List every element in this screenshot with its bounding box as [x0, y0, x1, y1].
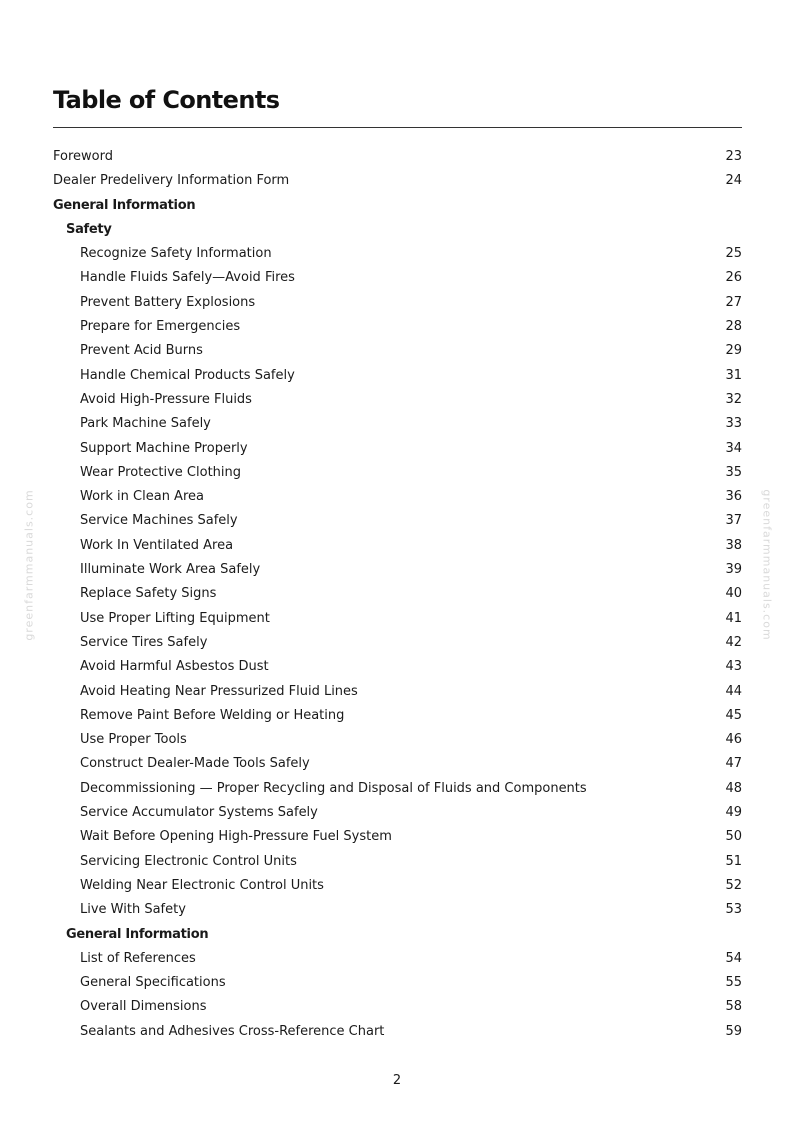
toc-entry-label: Dealer Predelivery Information Form	[53, 173, 290, 189]
toc-entry-label: Work In Ventilated Area	[80, 537, 234, 553]
toc-entry-label: General Information	[66, 926, 209, 942]
toc-entry-page: 27	[725, 294, 742, 310]
toc-entry[interactable]	[53, 801, 742, 825]
toc-entry[interactable]	[53, 995, 742, 1019]
toc-entry-label: Avoid Heating Near Pressurized Fluid Lines	[80, 683, 358, 699]
toc-entry-label: Handle Fluids Safely—Avoid Fires	[80, 270, 295, 286]
toc-entry-page: 54	[725, 950, 742, 966]
toc-entry[interactable]	[53, 631, 742, 655]
toc-entry-label: Decommissioning — Proper Recycling and Disposal of Fluids and Components	[80, 780, 587, 796]
toc-entry[interactable]	[53, 680, 742, 704]
toc-entry-label: Handle Chemical Products Safely	[80, 367, 295, 383]
toc-entry-label: Prevent Acid Burns	[80, 343, 203, 359]
toc-entry-page: 48	[725, 780, 742, 796]
page-number: 2	[392, 1073, 402, 1088]
toc-entry-page: 44	[725, 683, 742, 699]
toc-entry-page: 26	[725, 270, 742, 286]
toc-entry-label: Service Machines Safely	[80, 513, 238, 529]
toc-entry-page: 23	[725, 149, 742, 164]
toc-entry-label: Live With Safety	[80, 902, 186, 918]
toc-entry-page: 35	[725, 464, 742, 480]
toc-entry[interactable]	[53, 582, 742, 606]
toc-entry[interactable]	[53, 947, 742, 971]
toc-entry-page: 45	[725, 707, 742, 723]
toc-entry-page: 47	[725, 756, 742, 772]
toc-entry[interactable]	[53, 412, 742, 436]
page-title: Table of Contents	[53, 86, 280, 114]
toc-entry-label: Recognize Safety Information	[80, 246, 272, 262]
toc-entry-page: 50	[725, 829, 742, 845]
toc-entry[interactable]	[53, 704, 742, 728]
toc-entry-label: Servicing Electronic Control Units	[80, 853, 297, 869]
toc-entry[interactable]	[53, 777, 742, 801]
toc-entry[interactable]	[53, 461, 742, 485]
toc-entry-page: 36	[725, 489, 742, 505]
toc-entry-page: 41	[725, 610, 742, 626]
toc-entry-label: Support Machine Properly	[80, 440, 248, 456]
toc-entry-label: Prevent Battery Explosions	[80, 294, 256, 310]
toc-entry[interactable]	[53, 752, 742, 776]
toc-list	[53, 145, 742, 1044]
toc-entry-label: Service Tires Safely	[80, 634, 208, 650]
watermark-left: greenfarmmanuals.com	[22, 489, 36, 641]
toc-entry[interactable]	[53, 145, 742, 169]
title-divider	[53, 127, 742, 128]
toc-entry[interactable]	[53, 437, 742, 461]
watermark-right: greenfarmmanuals.com	[760, 489, 774, 641]
toc-entry[interactable]	[53, 388, 742, 412]
toc-entry-page: 49	[725, 805, 742, 821]
toc-entry[interactable]	[53, 898, 742, 922]
toc-entry-label: Use Proper Lifting Equipment	[80, 610, 270, 626]
toc-entry-page: 25	[725, 246, 742, 262]
toc-entry-page: 28	[725, 319, 742, 335]
toc-entry-label: Wait Before Opening High-Pressure Fuel System	[80, 829, 392, 845]
toc-entry[interactable]	[53, 825, 742, 849]
toc-entry[interactable]	[53, 655, 742, 679]
toc-section-heading	[53, 218, 742, 242]
toc-entry-label: Welding Near Electronic Control Units	[80, 877, 324, 893]
toc-entry-page: 33	[725, 416, 742, 432]
toc-entry[interactable]	[53, 169, 742, 193]
toc-entry-page: 34	[725, 440, 742, 456]
toc-entry[interactable]	[53, 485, 742, 509]
toc-entry[interactable]	[53, 1020, 742, 1044]
toc-entry[interactable]	[53, 509, 742, 533]
toc-entry-label: Use Proper Tools	[80, 732, 187, 748]
toc-entry-label: General Information	[53, 197, 196, 213]
toc-entry[interactable]	[53, 364, 742, 388]
toc-entry-label: Wear Protective Clothing	[80, 464, 242, 480]
toc-entry-label: Illuminate Work Area Safely	[80, 562, 261, 578]
toc-entry-label: Construct Dealer-Made Tools Safely	[80, 756, 310, 772]
toc-entry-label: Work in Clean Area	[80, 489, 204, 505]
toc-entry-page: 58	[725, 999, 742, 1015]
toc-entry[interactable]	[53, 534, 742, 558]
toc-entry-page: 40	[725, 586, 742, 602]
toc-entry[interactable]	[53, 850, 742, 874]
toc-entry[interactable]	[53, 242, 742, 266]
toc-entry-page: 46	[725, 732, 742, 748]
toc-entry[interactable]	[53, 291, 742, 315]
toc-entry-page: 32	[725, 391, 742, 407]
toc-entry-page: 51	[725, 853, 742, 869]
toc-entry[interactable]	[53, 315, 742, 339]
toc-entry-label: Service Accumulator Systems Safely	[80, 805, 318, 821]
toc-entry-page: 31	[725, 367, 742, 383]
toc-entry[interactable]	[53, 558, 742, 582]
toc-entry[interactable]	[53, 266, 742, 290]
toc-entry[interactable]	[53, 728, 742, 752]
toc-entry-page: 59	[725, 1023, 742, 1039]
toc-entry[interactable]	[53, 971, 742, 995]
toc-entry-label: Park Machine Safely	[80, 416, 211, 432]
toc-entry[interactable]	[53, 339, 742, 363]
toc-entry-label: List of References	[80, 950, 196, 966]
toc-entry-page: 38	[725, 537, 742, 553]
toc-entry-label: Safety	[66, 221, 112, 237]
toc-entry-page: 39	[725, 562, 742, 578]
toc-entry-page: 42	[725, 634, 742, 650]
toc-entry-label: Replace Safety Signs	[80, 586, 217, 602]
toc-entry-page: 43	[725, 659, 742, 675]
toc-entry-label: Avoid Harmful Asbestos Dust	[80, 659, 269, 675]
toc-entry-label: General Specifications	[80, 975, 226, 991]
toc-entry[interactable]	[53, 874, 742, 898]
toc-entry-page: 52	[725, 877, 742, 893]
toc-entry-label: Prepare for Emergencies	[80, 319, 241, 335]
toc-section-heading	[53, 923, 742, 947]
toc-entry-page: 24	[725, 173, 742, 189]
toc-section-heading	[53, 194, 742, 218]
toc-entry-page: 37	[725, 513, 742, 529]
toc-entry[interactable]	[53, 607, 742, 631]
toc-entry-label: Remove Paint Before Welding or Heating	[80, 707, 345, 723]
toc-entry-label: Avoid High-Pressure Fluids	[80, 391, 252, 407]
toc-entry-page: 53	[725, 902, 742, 918]
toc-entry-page: 55	[725, 975, 742, 991]
toc-entry-label: Sealants and Adhesives Cross-Reference Chart	[80, 1023, 385, 1039]
toc-entry-label: Overall Dimensions	[80, 999, 207, 1015]
toc-entry-page: 29	[725, 343, 742, 359]
toc-entry-label: Foreword	[53, 149, 113, 164]
